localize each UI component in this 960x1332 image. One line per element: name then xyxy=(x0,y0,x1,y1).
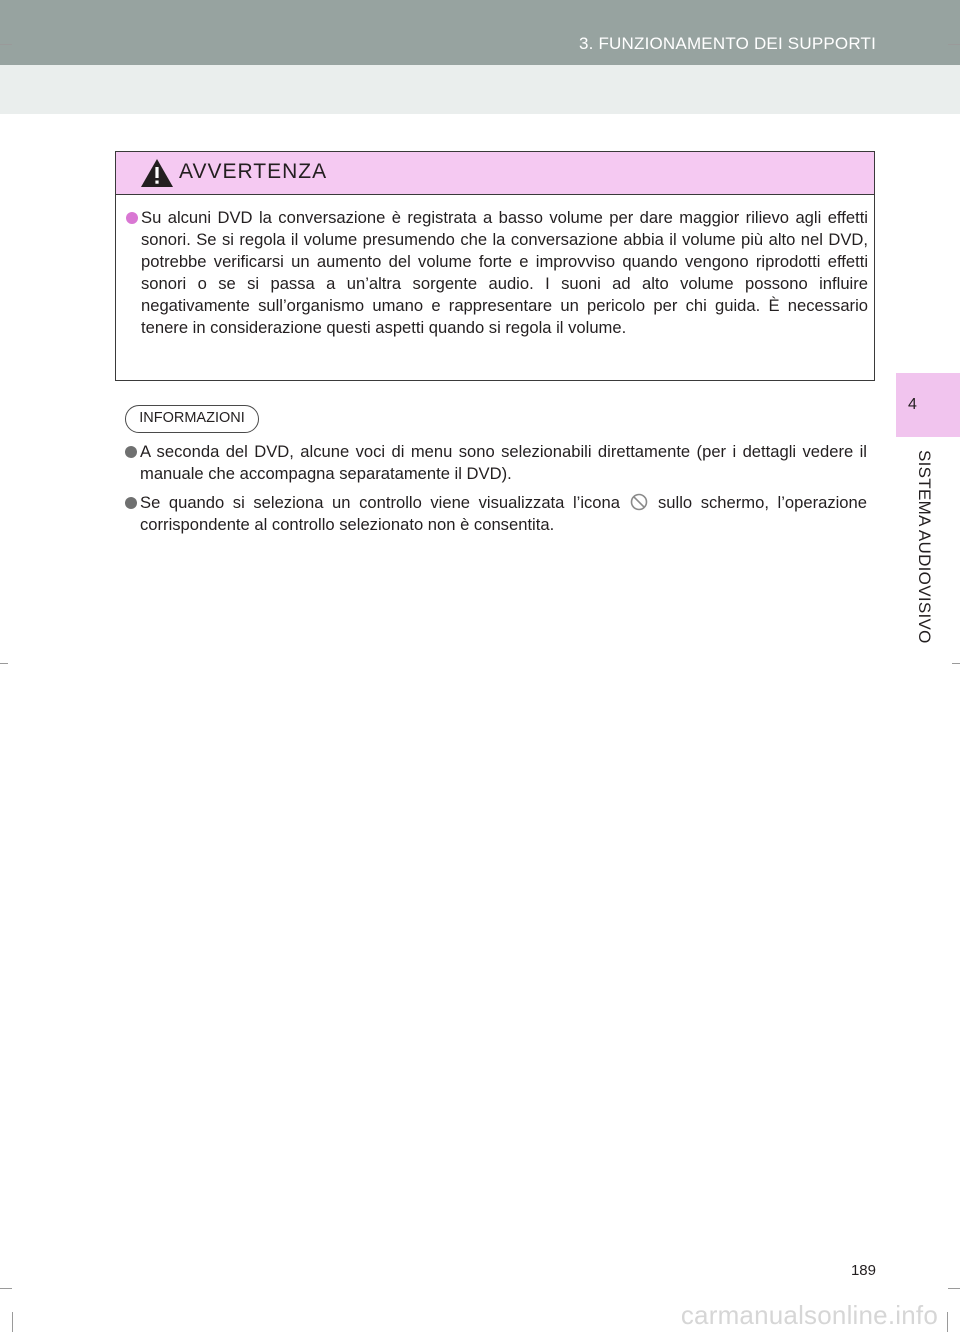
section-title: 3. FUNZIONAMENTO DEI SUPPORTI xyxy=(578,34,876,53)
crop-mark xyxy=(948,44,960,45)
info-item xyxy=(125,492,867,536)
crop-mark xyxy=(0,44,12,45)
footer-watermark: carmanualsonline.info xyxy=(680,1300,938,1330)
info-item xyxy=(125,441,867,485)
warning-title: AVVERTENZA xyxy=(179,160,328,183)
crop-mark xyxy=(12,1312,13,1332)
warning-box xyxy=(115,151,875,381)
warning-header xyxy=(116,152,874,195)
warning-triangle-icon xyxy=(140,158,174,188)
header-band xyxy=(0,0,960,65)
bullet-icon xyxy=(126,212,138,224)
info-item-text-after: sullo schermo, l’operazione corrispondente al controllo selezionato non è consentita. xyxy=(140,493,867,534)
bullet-icon xyxy=(125,497,137,509)
page-number: 189 xyxy=(850,1262,876,1279)
warning-body xyxy=(126,207,868,339)
info-item-text-before: Se quando si seleziona un controllo viene visualizzata l’icona xyxy=(140,493,620,512)
warning-item-text: Su alcuni DVD la conversazione è registrata a basso volume per dare maggior rilievo agli effetti sonori. Se si regola il volume presumendo che la conversazione abbia il volume più alto nel DVD, potrebbe verificarsi un aumento del volume forte e improvviso quando vengono riprodotti effetti sonori o se si passa a un’altra sorgente audio. I suoni ad alto volume possono influire negativamente sull’organismo umano e rappresentare un pericolo per chi guida. È necessario tenere in considerazione questi aspetti quando si regola il volume. xyxy=(141,208,868,337)
chapter-tab-number: 4 xyxy=(896,373,960,437)
info-item-text: A seconda del DVD, alcune voci di menu sono selezionabili direttamente (per i dettagli vedere il manuale che accompagna separatamente il DVD). xyxy=(140,442,867,483)
crop-mark xyxy=(0,663,8,664)
chapter-tab-label: SISTEMA AUDIOVISIVO xyxy=(915,450,934,644)
crop-mark xyxy=(948,1288,960,1289)
info-label: INFORMAZIONI xyxy=(125,405,259,433)
subheader-band xyxy=(0,65,960,114)
bullet-icon xyxy=(125,446,137,458)
no-entry-icon xyxy=(630,493,648,511)
crop-mark xyxy=(0,1288,12,1289)
crop-mark xyxy=(952,663,960,664)
crop-mark xyxy=(947,1312,948,1332)
warning-item xyxy=(126,207,868,339)
info-body xyxy=(125,441,867,543)
